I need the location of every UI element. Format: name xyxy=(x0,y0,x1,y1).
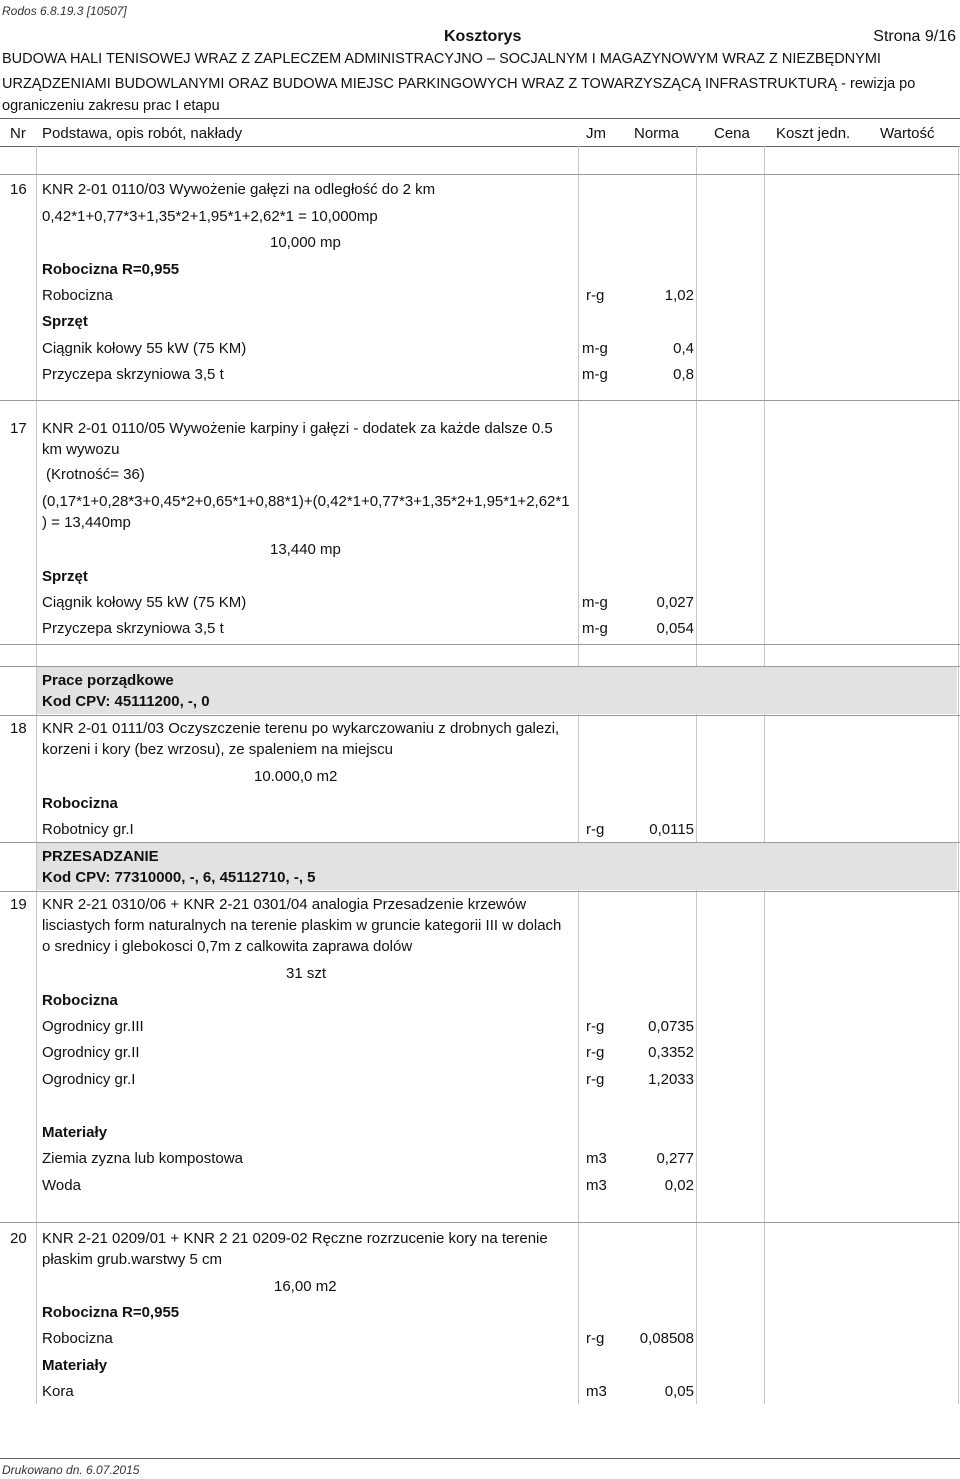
resource-name: Robocizna xyxy=(42,287,113,304)
section-cpv: Kod CPV: 77310000, -, 6, 45112710, -, 5 xyxy=(42,869,316,886)
resource-name: Ogrodnicy gr.III xyxy=(42,1018,144,1035)
col-divider-nr xyxy=(36,146,37,1404)
equipment-header: Sprzęt xyxy=(42,313,88,330)
labor-header: Robocizna R=0,955 xyxy=(42,1304,180,1321)
item-description-cont: km wywozu xyxy=(42,441,120,458)
section-title: Prace porządkowe xyxy=(42,672,174,689)
row-divider xyxy=(0,644,960,645)
resource-name: Robocizna xyxy=(42,1330,113,1347)
resource-name: Przyczepa skrzyniowa 3,5 t xyxy=(42,620,224,637)
item-description: KNR 2-01 0110/03 Wywożenie gałęzi na odległość do 2 km xyxy=(42,181,436,198)
resource-name: Robotnicy gr.I xyxy=(42,821,134,838)
resource-norm: 0,027 xyxy=(656,594,694,611)
item-number: 18 xyxy=(10,720,27,737)
col-divider-wartosc xyxy=(958,146,959,1404)
resource-name: Ogrodnicy gr.I xyxy=(42,1071,136,1088)
quantity-formula-cont: ) = 13,440mp xyxy=(42,514,131,531)
labor-header: Robocizna xyxy=(42,795,118,812)
item-description-cont: korzeni i kory (bez wrzosu), ze spaleniem na miejscu xyxy=(42,741,393,758)
print-date: Drukowano dn. 6.07.2015 xyxy=(2,1463,140,1477)
materials-header: Materiały xyxy=(42,1357,108,1374)
app-version: Rodos 6.8.19.3 [10507] xyxy=(2,4,127,18)
col-header-koszt: Koszt jedn. xyxy=(776,125,851,142)
item-description: KNR 2-21 0310/06 + KNR 2-21 0301/04 analogia Przesadzenie krzewów xyxy=(42,896,527,913)
row-divider xyxy=(0,400,960,401)
resource-norm: 0,054 xyxy=(656,620,694,637)
quantity-formula: (0,17*1+0,28*3+0,45*2+0,65*1+0,88*1)+(0,42*1+0,77*3+1,35*2+1,95*1+2,62*1 xyxy=(42,493,570,510)
resource-unit: r-g xyxy=(586,1044,605,1061)
materials-header: Materiały xyxy=(42,1124,108,1141)
multiplier: (Krotność= 36) xyxy=(46,466,145,483)
item-description-cont: lisciastych form naturalnych na terenie plaskim w gruncie kategorii III w dolach xyxy=(42,917,562,934)
col-header-cena: Cena xyxy=(714,125,750,142)
resource-norm: 0,05 xyxy=(664,1383,694,1400)
col-header-podstawa: Podstawa, opis robót, nakłady xyxy=(42,125,243,142)
item-description-cont: płaskim grub.warstwy 5 cm xyxy=(42,1251,223,1268)
quantity-total: 10.000,0 m2 xyxy=(254,768,338,785)
page-number: Strona 9/16 xyxy=(873,28,956,45)
project-line-3: ograniczeniu zakresu prac I etapu xyxy=(2,98,220,114)
resource-name: Woda xyxy=(42,1177,81,1194)
item-description-cont: o srednicy i glebokosci 0,7m z calkowita zaprawa dolów xyxy=(42,938,413,955)
labor-header: Robocizna xyxy=(42,992,118,1009)
quantity-total: 10,000 mp xyxy=(270,234,341,251)
quantity-formula: 0,42*1+0,77*3+1,35*2+1,95*1+2,62*1 = 10,000mp xyxy=(42,208,378,225)
row-divider xyxy=(0,715,960,716)
resource-unit: m-g xyxy=(582,366,608,383)
item-description: KNR 2-21 0209/01 + KNR 2 21 0209-02 Ręczne rozrzucenie kory na terenie xyxy=(42,1230,548,1247)
resource-norm: 0,277 xyxy=(656,1150,694,1167)
resource-name: Kora xyxy=(42,1383,74,1400)
row-divider xyxy=(0,666,960,667)
header-bottom-rule xyxy=(0,146,960,147)
footer-rule xyxy=(0,1458,960,1459)
item-description: KNR 2-01 0110/05 Wywożenie karpiny i gałęzi - dodatek za każde dalsze 0.5 xyxy=(42,420,553,437)
labor-header: Robocizna R=0,955 xyxy=(42,261,180,278)
resource-norm: 1,02 xyxy=(664,287,694,304)
resource-name: Ciągnik kołowy 55 kW (75 KM) xyxy=(42,340,247,357)
resource-unit: r-g xyxy=(586,1071,605,1088)
resource-norm: 0,3352 xyxy=(648,1044,694,1061)
row-divider xyxy=(0,1222,960,1223)
equipment-header: Sprzęt xyxy=(42,568,88,585)
resource-unit: m-g xyxy=(582,340,608,357)
section-cpv: Kod CPV: 45111200, -, 0 xyxy=(42,693,210,710)
resource-unit: r-g xyxy=(586,1018,605,1035)
col-header-wartosc: Wartość xyxy=(880,125,935,142)
resource-unit: r-g xyxy=(586,1330,605,1347)
header-top-rule xyxy=(0,118,960,119)
quantity-total: 13,440 mp xyxy=(270,541,341,558)
resource-norm: 0,0735 xyxy=(648,1018,694,1035)
resource-unit: m-g xyxy=(582,620,608,637)
col-header-nr: Nr xyxy=(10,125,26,142)
resource-norm: 0,08508 xyxy=(639,1330,694,1347)
row-divider xyxy=(0,174,960,175)
project-line-2: URZĄDZENIAMI BUDOWLANYMI ORAZ BUDOWA MIEJSC PARKINGOWYCH WRAZ Z TOWARZYSZĄCĄ INFRASTRUKTURĄ - rewizja po xyxy=(2,76,916,92)
item-number: 19 xyxy=(10,896,27,913)
project-line-1: BUDOWA HALI TENISOWEJ WRAZ Z ZAPLECZEM ADMINISTRACYJNO – SOCJALNYM I MAGAZYNOWYM WRAZ Z NIEZBĘDNYMI xyxy=(2,51,881,67)
item-number: 16 xyxy=(10,181,27,198)
resource-unit: m3 xyxy=(586,1177,607,1194)
resource-name: Ziemia zyzna lub kompostowa xyxy=(42,1150,243,1167)
resource-norm: 0,0115 xyxy=(649,821,694,838)
item-description: KNR 2-01 0111/03 Oczyszczenie terenu po wykarczowaniu z drobnych galezi, xyxy=(42,720,560,737)
resource-norm: 0,02 xyxy=(664,1177,694,1194)
doc-title: Kosztorys xyxy=(444,28,522,45)
resource-name: Ogrodnicy gr.II xyxy=(42,1044,140,1061)
item-number: 17 xyxy=(10,420,27,437)
col-divider-koszt xyxy=(764,146,765,1404)
resource-unit: r-g xyxy=(586,821,605,838)
col-divider-norma xyxy=(696,146,697,1404)
resource-unit: r-g xyxy=(586,287,605,304)
resource-name: Ciągnik kołowy 55 kW (75 KM) xyxy=(42,594,247,611)
col-header-jm: Jm xyxy=(586,125,606,142)
resource-unit: m3 xyxy=(586,1150,607,1167)
resource-norm: 1,2033 xyxy=(648,1071,694,1088)
item-number: 20 xyxy=(10,1230,27,1247)
resource-unit: m-g xyxy=(582,594,608,611)
row-divider xyxy=(0,891,960,892)
col-divider-jm xyxy=(578,146,579,1404)
section-title: PRZESADZANIE xyxy=(42,848,159,865)
resource-norm: 0,4 xyxy=(673,340,694,357)
row-divider xyxy=(0,842,960,843)
quantity-total: 31 szt xyxy=(286,965,327,982)
col-header-norma: Norma xyxy=(634,125,680,142)
quantity-total: 16,00 m2 xyxy=(274,1278,337,1295)
resource-unit: m3 xyxy=(586,1383,607,1400)
resource-norm: 0,8 xyxy=(673,366,694,383)
resource-name: Przyczepa skrzyniowa 3,5 t xyxy=(42,366,224,383)
